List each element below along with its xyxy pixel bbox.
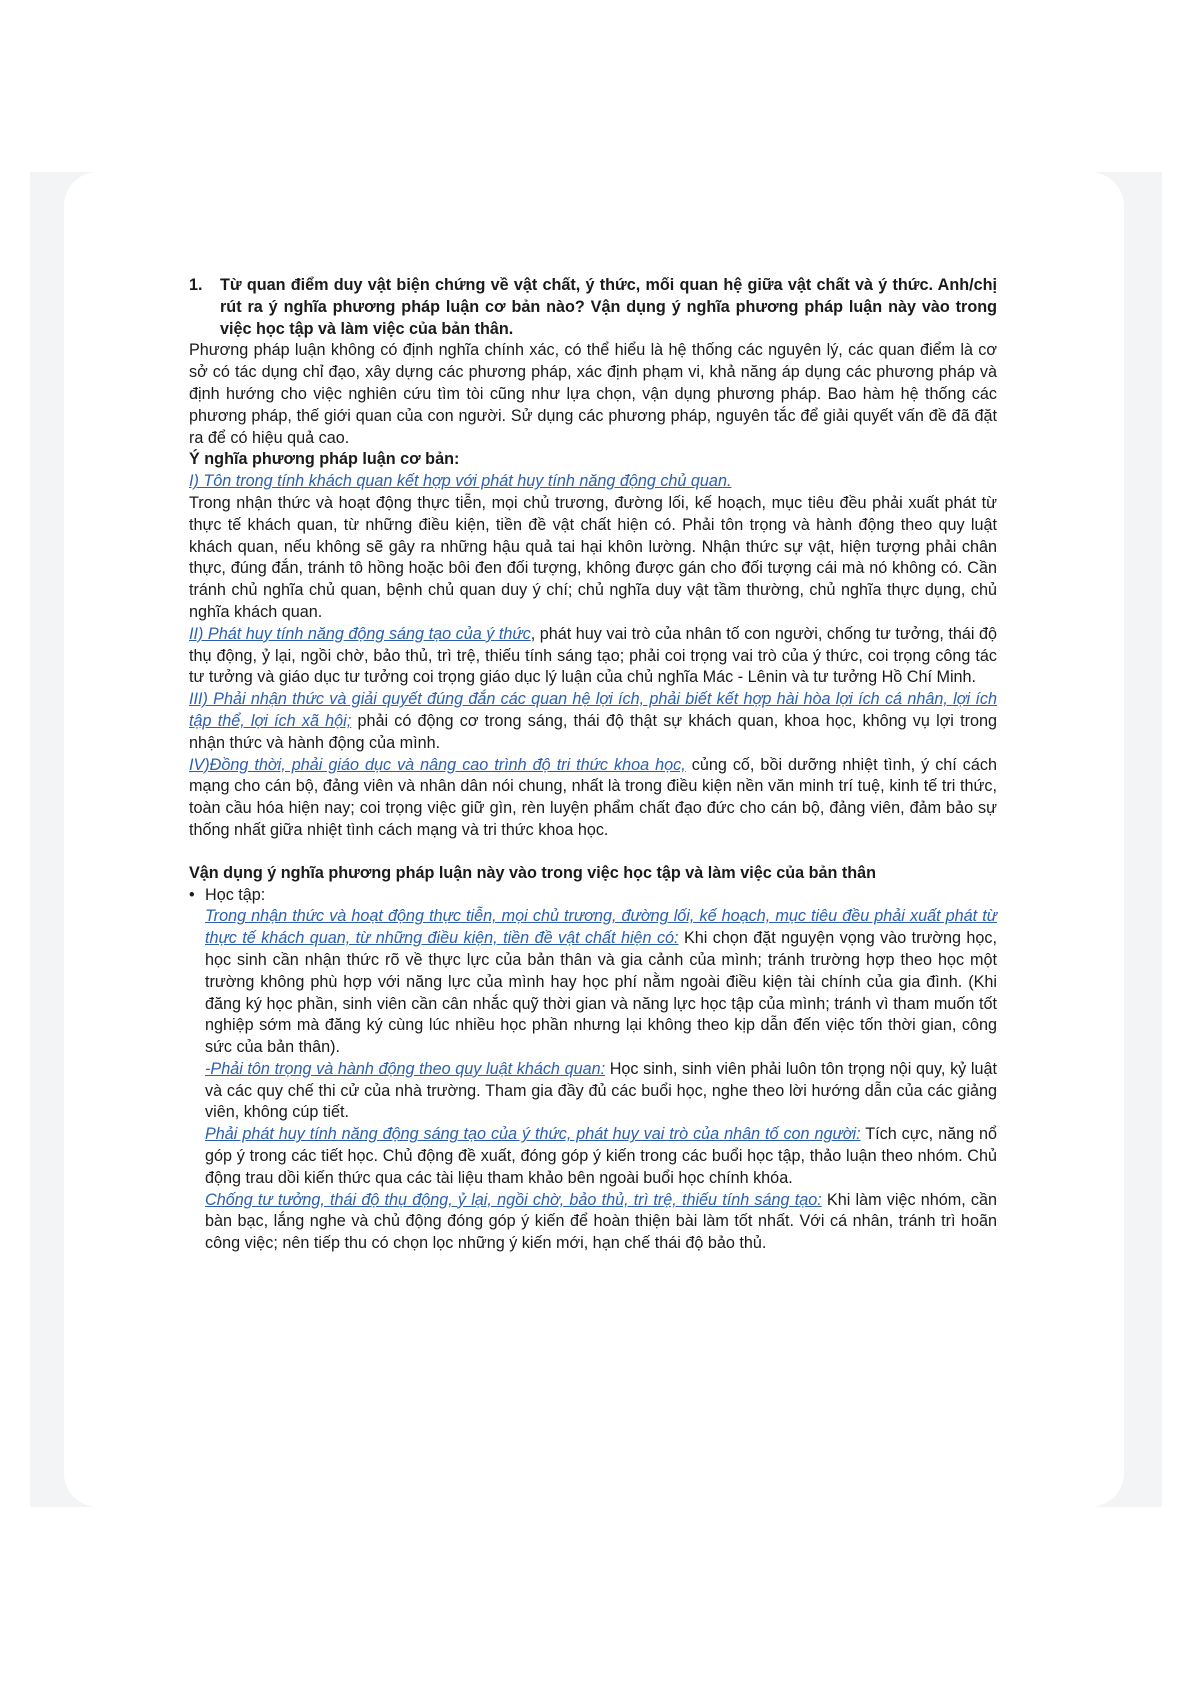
application-item-2 [189, 1059, 997, 1124]
point-1-title: I) Tôn trong tính khách quan kết hợp với phát huy tính năng động chủ quan. [189, 472, 732, 491]
point-2 [189, 624, 997, 689]
application-item-4-title: Chống tư tưởng, thái độ thụ động, ỷ lại, ngồi chờ, bảo thủ, trì trệ, thiếu tính sáng tạo: [205, 1190, 822, 1209]
section-gap [189, 842, 997, 863]
bullet-label: Học tập: [205, 885, 266, 904]
application-item-1-body: Khi chọn đặt nguyện vọng vào trường học, học sinh cần nhận thức rõ về thực lực của bản thân và gia cảnh của mình; tránh trường hợp theo học một trường không phù hợp với năng lực của mình hay học phí nằm ngoài điều kiện tài chính của gia đình. (Khi đăng ký học phần, sinh viên cần cân nhắc quỹ thời gian và năng lực học tập của mình; tránh vì tham muốn tốt nghiệp sớm mà đăng ký cùng lúc nhiều học phần nhưng lại không theo kịp dẫn đến việc tốn thời gian, công sức của bản thân). [205, 929, 998, 1057]
question-heading [189, 275, 997, 340]
application-item-2-title: -Phải tôn trọng và hành động theo quy luật khách quan: [205, 1059, 606, 1078]
meaning-heading: Ý nghĩa phương pháp luận cơ bản: [189, 450, 460, 469]
application-item-4 [189, 1190, 997, 1255]
point-1-body: Trong nhận thức và hoạt động thực tiễn, mọi chủ trương, đường lối, kế hoạch, mục tiêu đều phải xuất phát từ thực tế khách quan, từ những điều kiện, tiền đề vật chất hiện có. Phải tôn trọng và hành động theo quy luật khách quan, nếu không sẽ gây ra những hậu quả tai hại khôn lường. Nhận thức sự vật, hiện tượng phải chân thực, đúng đắn, tránh tô hồng hoặc bôi đen đối tượng, không được gán cho đối tượng cái mà nó không có. Cần tránh chủ nghĩa chủ quan, bệnh chủ quan duy ý chí; chủ nghĩa duy vật tầm thường, chủ nghĩa thực dụng, chủ nghĩa khách quan. [189, 493, 997, 621]
point-2-body: , phát huy vai trò của nhân tố con người, chống tư tưởng, thái độ thụ động, ỷ lại, ngồi chờ, bảo thủ, trì trệ, thiếu tính sáng tạo; phải coi trọng vai trò của ý thức, coi trọng công tác tư tưởng và giáo dục tư tưởng coi trọng giáo dục lý luận của chủ nghĩa Mác - Lênin và tư tưởng Hồ Chí Minh. [189, 624, 998, 687]
point-3-body: phải có động cơ trong sáng, thái độ thật sự khách quan, khoa học, không vụ lợi trong nhận thức và hành động của mình. [189, 711, 997, 752]
application-item-1 [189, 906, 997, 1059]
application-item-4-body: Khi làm việc nhóm, cần bàn bạc, lắng nghe và chủ động đóng góp ý kiến để hoàn thiện bài làm tốt nhất. Với cá nhân, tránh trì hoãn công việc; nên tiếp thu có chọn lọc những ý kiến mới, hạn chế thái độ bảo thủ. [205, 1190, 998, 1253]
point-1-link [189, 471, 997, 493]
document-content [189, 275, 997, 1255]
question-number: 1. [189, 276, 203, 294]
question-title: Từ quan điểm duy vật biện chứng về vật chất, ý thức, mối quan hệ giữa vật chất và ý thức. Anh/chị rút ra ý nghĩa phương pháp luận cơ bản nào? Vận dụng ý nghĩa phương pháp luận này vào trong việc học tập và làm việc của bản thân. [220, 276, 997, 338]
point-4 [189, 755, 997, 842]
application-heading: Vận dụng ý nghĩa phương pháp luận này vào trong việc học tập và làm việc của bản thân [189, 863, 877, 882]
point-3 [189, 689, 997, 754]
application-item-3 [189, 1124, 997, 1189]
bullet-study [189, 885, 997, 907]
point-4-title: IV)Đồng thời, phải giáo dục và nâng cao trình độ tri thức khoa học, [189, 755, 686, 774]
point-3-title: III) Phải nhận thức và giải quyết đúng đắn các quan hệ lợi ích, phải biết kết hợp hài hòa lợi ích cá nhân, lợi ích tập thể, lợi ích xã hội; [189, 690, 997, 730]
application-item-2-body: Học sinh, sinh viên phải luôn tôn trọng nội quy, kỷ luật và các quy chế thi cử của nhà trường. Tham gia đầy đủ các buổi học, nghe theo lời hướng dẫn của các giảng viên, không cúp tiết. [205, 1059, 997, 1122]
point-4-body: củng cố, bồi dưỡng nhiệt tình, ý chí cách mạng cho cán bộ, đảng viên và nhân dân nói chung, nhất là trong điều kiện nền văn minh trí tuệ, kinh tế tri thức, toàn cầu hóa hiện nay; coi trọng việc giữ gìn, rèn luyện phẩm chất đạo đức cho cán bộ, đảng viên, đảm bảo sự thống nhất giữa nhiệt tình cách mạng và tri thức khoa học. [189, 755, 997, 839]
application-item-3-title: Phải phát huy tính năng động sáng tạo của ý thức, phát huy vai trò của nhân tố con người: [205, 1125, 861, 1144]
intro-paragraph: Phương pháp luận không có định nghĩa chính xác, có thể hiểu là hệ thống các nguyên lý, các quan điểm là cơ sở có tác dụng chỉ đạo, xây dựng các phương pháp, xác định phạm vi, khả năng áp dụng các phương pháp và định hướng cho việc nghiên cứu tìm tòi cũng như lựa chọn, vận dụng phương pháp. Bao hàm hệ thống các phương pháp, thế giới quan của con người. Sử dụng các phương pháp, nguyên tắc để giải quyết vấn đề đã đặt ra để có hiệu quả cao. [189, 341, 997, 447]
bullet-icon: • [189, 885, 195, 904]
application-item-3-body: Tích cực, năng nổ góp ý trong các tiết học. Chủ động đề xuất, đóng góp ý kiến trong các buổi học tập, thảo luận theo nhóm. Chủ động trau dồi kiến thức qua các tài liệu tham khảo bên ngoài buổi học chính khóa. [205, 1125, 997, 1187]
application-item-1-title: Trong nhận thức và hoạt động thực tiễn, mọi chủ trương, đường lối, kế hoạch, mục tiêu đều phải xuất phát từ thực tế khách quan, từ những điều kiện, tiền đề vật chất hiện có: [205, 907, 997, 948]
point-2-title: II) Phát huy tính năng động sáng tạo của ý thức [189, 624, 531, 643]
